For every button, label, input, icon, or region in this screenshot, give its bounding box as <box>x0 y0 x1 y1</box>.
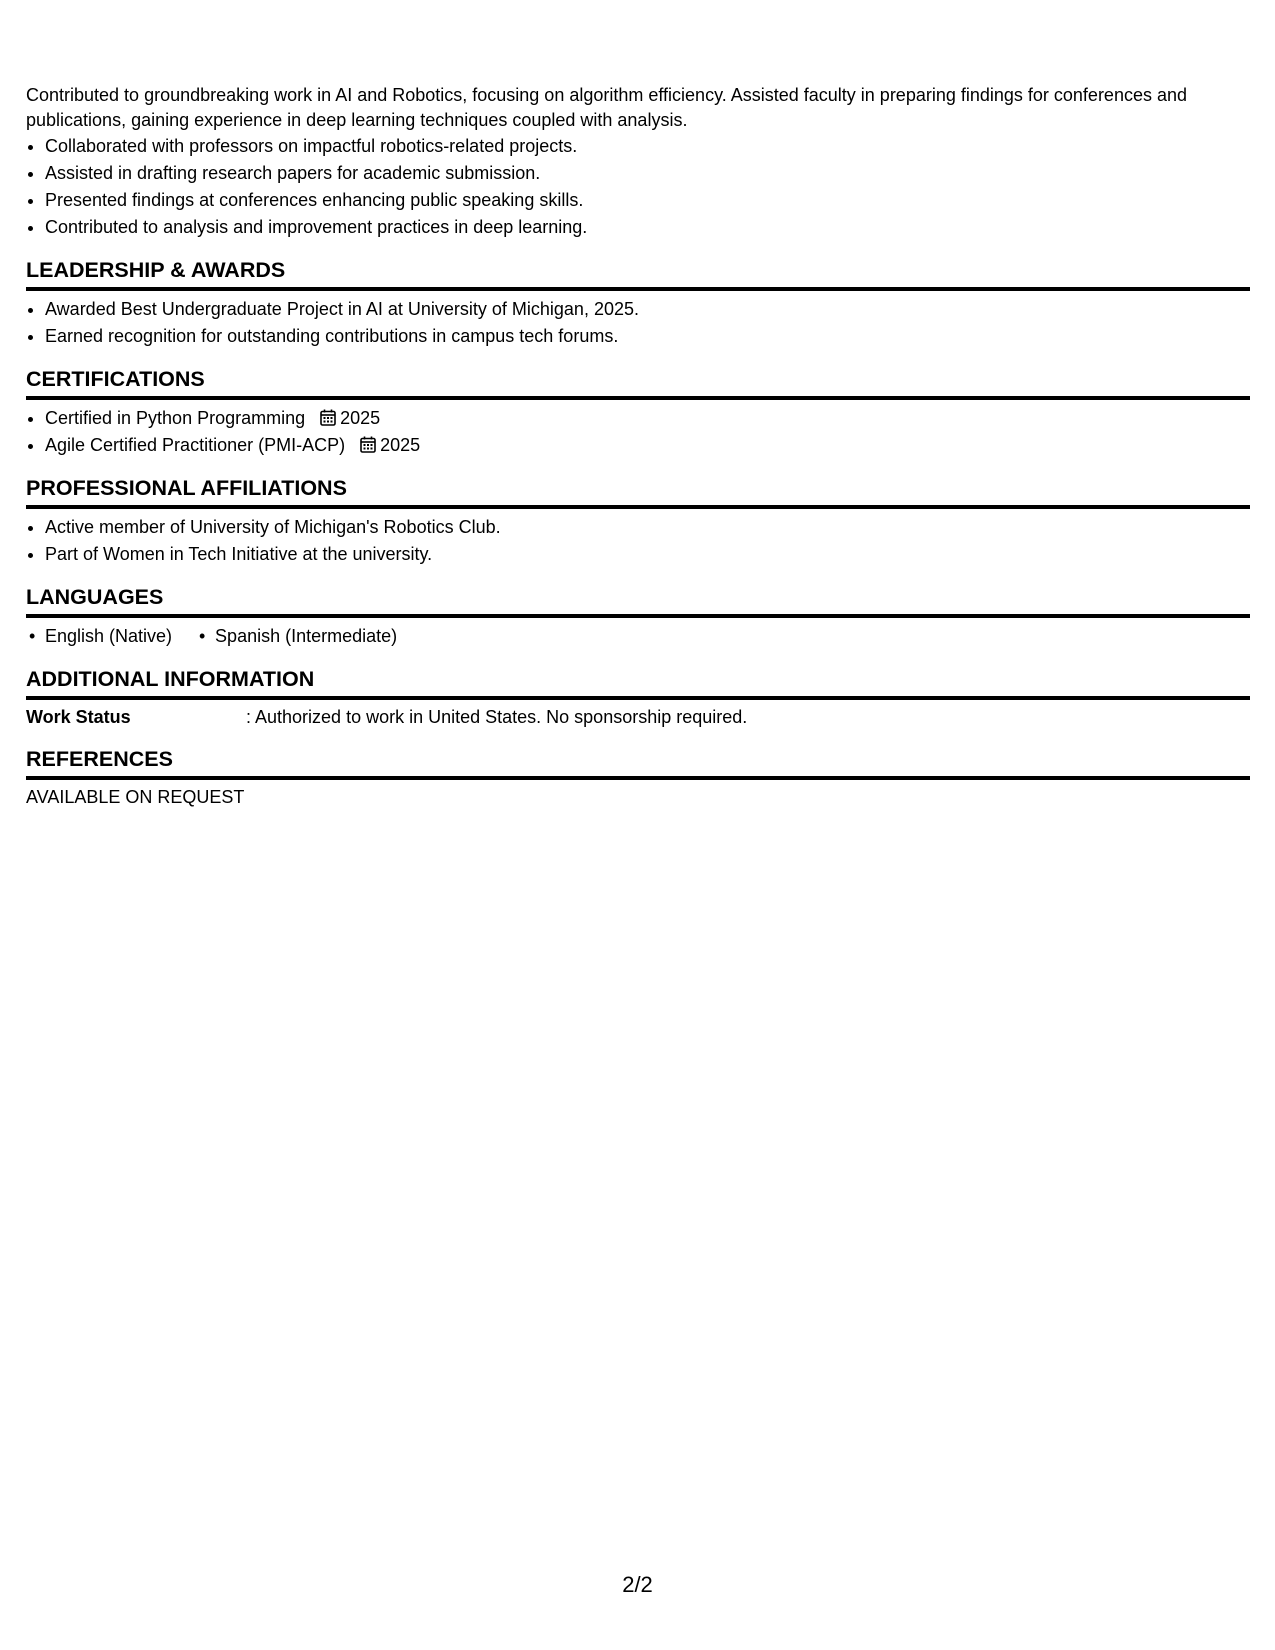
list-item: • Active member of University of Michigan's Robotics Club. <box>45 514 1250 541</box>
list-item: • Part of Women in Tech Initiative at the university. <box>45 541 1250 568</box>
list-item: • English (Native) <box>26 623 172 650</box>
calendar-icon <box>320 409 336 426</box>
list-item <box>45 432 1250 459</box>
work-status-label: Work Status <box>26 707 131 727</box>
certification-name: Certified in Python Programming <box>45 408 306 428</box>
section-heading: REFERENCES <box>26 745 1250 780</box>
section-heading: PROFESSIONAL AFFILIATIONS <box>26 474 1250 509</box>
list-item: • Presented findings at conferences enhancing public speaking skills. <box>45 187 1250 214</box>
list-item: • Contributed to analysis and improvement practices in deep learning. <box>45 214 1250 241</box>
section-heading: CERTIFICATIONS <box>26 365 1250 400</box>
certification-name: Agile Certified Practitioner (PMI-ACP) <box>45 435 346 455</box>
page-number: 2/2 <box>622 1572 653 1597</box>
certification-date <box>320 408 380 428</box>
certification-year: 2025 <box>340 408 381 428</box>
calendar-icon <box>360 436 376 453</box>
references-text: AVAILABLE ON REQUEST <box>26 787 245 807</box>
list-item: • Collaborated with professors on impactful robotics-related projects. <box>45 133 1250 160</box>
section-heading: ADDITIONAL INFORMATION <box>26 665 1250 700</box>
languages-section <box>26 583 1250 650</box>
references-section <box>26 745 1250 810</box>
additional-info-section <box>26 665 1250 730</box>
certification-year: 2025 <box>380 435 421 455</box>
affiliations-section <box>26 474 1250 568</box>
list-item <box>45 405 1250 432</box>
experience-bullets <box>26 133 1250 241</box>
list-item: • Spanish (Intermediate) <box>196 623 397 650</box>
certifications-section <box>26 365 1250 459</box>
work-status-value: : Authorized to work in United States. No sponsorship required. <box>246 707 748 727</box>
work-status-row <box>26 705 1250 730</box>
list-item: • Assisted in drafting research papers for academic submission. <box>45 160 1250 187</box>
resume-page <box>26 83 1250 810</box>
certification-date <box>360 435 420 455</box>
section-heading: LEADERSHIP & AWARDS <box>26 256 1250 291</box>
list-item: • Awarded Best Undergraduate Project in AI at University of Michigan, 2025. <box>45 296 1250 323</box>
section-heading: LANGUAGES <box>26 583 1250 618</box>
list-item: • Earned recognition for outstanding contributions in campus tech forums. <box>45 323 1250 350</box>
certifications-list <box>26 405 1250 459</box>
affiliations-list <box>26 514 1250 568</box>
leadership-section <box>26 256 1250 350</box>
experience-description: Contributed to groundbreaking work in AI and Robotics, focusing on algorithm efficiency. Assisted faculty in preparing findings for conferences and publications, gaining experience in deep learning techniques coupled with analysis. <box>26 85 1187 130</box>
languages-list <box>26 623 1250 650</box>
leadership-list <box>26 296 1250 350</box>
